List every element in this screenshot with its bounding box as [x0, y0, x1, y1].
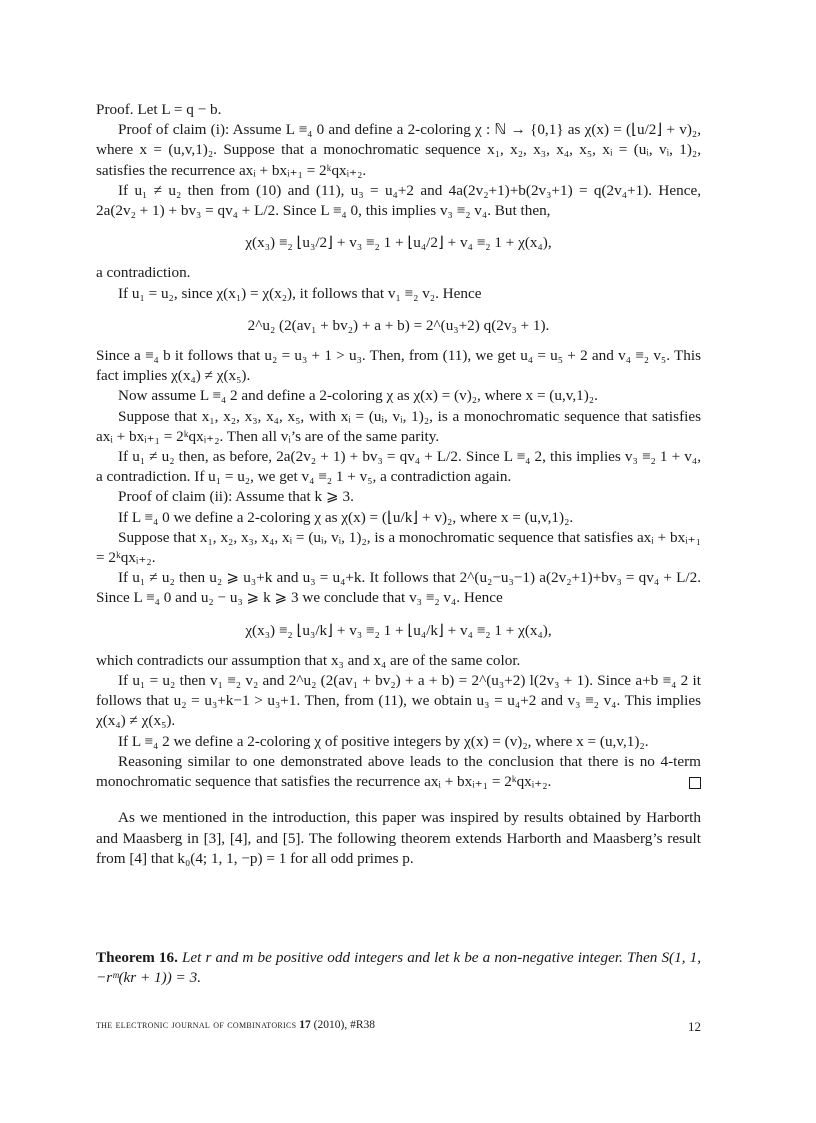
- display-equation: χ(x₃) ≡₂ ⌊u₃/2⌋ + v₃ ≡₂ 1 + ⌊u₄/2⌋ + v₄ ≡₂ 1 + χ(x₄),: [245, 234, 552, 252]
- qed-symbol: [689, 777, 701, 789]
- paragraph: If L ≡₄ 2 we define a 2-coloring χ of positive integers by χ(x) = (v)₂, where x = (u,v,1)₂.: [118, 732, 649, 750]
- paragraph: If u₁ ≠ u₂ then, as before, 2a(2v₂ + 1) + bv₃ = qv₄ + L/2. Since L ≡₄ 2, this implies v₃ ≡₂ 1 + v₄, a contradiction. If u₁ = u₂, we get v₄ ≡₂ 1 + v₅, a contradiction again.: [96, 448, 701, 486]
- journal-name: the electronic journal of combinatorics: [96, 1019, 297, 1031]
- paragraph: If u₁ ≠ u₂ then u₂ ⩾ u₃+k and u₃ = u₄+k. It follows that 2^(u₂−u₃−1) a(2v₂+1)+bv₃ = qv₄ + L/2. Since L ≡₄ 0 and u₂ − u₃ ⩾ k ⩾ 3 we conclude that v₃ ≡₂ v₄. Hence: [96, 569, 701, 607]
- paragraph: If L ≡₄ 0 we define a 2-coloring χ as χ(x) = (⌊u/k⌋ + v)₂, where x = (u,v,1)₂.: [118, 508, 574, 526]
- paragraph: Now assume L ≡₄ 2 and define a 2-coloring χ as χ(x) = (v)₂, where x = (u,v,1)₂.: [118, 387, 598, 405]
- paragraph: As we mentioned in the introduction, this paper was inspired by results obtained by Harborth and Maasberg in [3], [4], and [5]. The following theorem extends Harborth and Maasberg’s result from [4] that k₀(4; 1, 1, −p) = 1 for all odd primes p.: [96, 809, 701, 867]
- journal-issue: (2010), #R38: [313, 1019, 375, 1031]
- paragraph: Proof of claim (i): Assume L ≡₄ 0 and define a 2-coloring χ : ℕ → {0,1} as χ(x) = (⌊u/2⌋ + v)₂, where x = (u,v,1)₂. Suppose that a monochromatic sequence x₁, x₂, x₃, x₄, x₅, xᵢ = (uᵢ, vᵢ, 1)₂, satisfies the recurrence axᵢ + bxᵢ₊₁ = 2ᵏqxᵢ₊₂.: [96, 121, 701, 179]
- paragraph: Proof of claim (ii): Assume that k ⩾ 3.: [118, 488, 354, 506]
- paragraph: If u₁ = u₂ then v₁ ≡₂ v₂ and 2^u₂ (2(av₁ + bv₂) + a + b) = 2^(u₃+2) l(2v₃ + 1). Since a+b ≡₄ 2 it follows that u₂ = u₃+k−1 > u₃+1. Then, from (11), we obtain u₃ = u₄+2 and v₃ ≡₂ v₄. This implies χ(x₄) ≠ χ(x₅).: [96, 672, 701, 730]
- paragraph: Suppose that x₁, x₂, x₃, x₄, x₅, with xᵢ = (uᵢ, vᵢ, 1)₂, is a monochromatic sequence that satisfies axᵢ + bxᵢ₊₁ = 2ᵏqxᵢ₊₂. Then all vᵢ’s are of the same parity.: [96, 407, 701, 445]
- theorem-block: [96, 948, 701, 988]
- paragraph: Since a ≡₄ b it follows that u₂ = u₃ + 1 > u₃. Then, from (11), we get u₄ = u₅ + 2 and v₄ ≡₂ v₅. This fact implies χ(x₄) ≠ χ(x₅).: [96, 347, 701, 385]
- display-equation: 2^u₂ (2(av₁ + bv₂) + a + b) = 2^(u₃+2) q(2v₃ + 1).: [247, 316, 550, 334]
- paragraph: If u₁ = u₂, since χ(x₁) = χ(x₂), it follows that v₁ ≡₂ v₂. Hence: [118, 284, 482, 302]
- theorem-label: Theorem 16.: [96, 949, 178, 966]
- display-equation: χ(x₃) ≡₂ ⌊u₃/k⌋ + v₃ ≡₂ 1 + ⌊u₄/k⌋ + v₄ ≡₂ 1 + χ(x₄),: [245, 621, 552, 639]
- paragraph: Suppose that x₁, x₂, x₃, x₄, xᵢ = (uᵢ, vᵢ, 1)₂, is a monochromatic sequence that satisfies axᵢ + bxᵢ₊₁ = 2ᵏqxᵢ₊₂.: [96, 528, 701, 567]
- page-number: 12: [688, 1019, 701, 1034]
- theorem-16: [96, 948, 701, 988]
- paragraph: If u₁ ≠ u₂ then from (10) and (11), u₃ = u₄+2 and 4a(2v₂+1)+b(2v₃+1) = q(2v₄+1). Hence, 2a(2v₂ + 1) + bv₃ = qv₄ + L/2. Since L ≡₄ 0, this implies v₃ ≡₂ v₄. But then,: [96, 181, 701, 220]
- journal-volume: 17: [299, 1019, 311, 1031]
- section-gap: [96, 792, 701, 808]
- paper-body: [96, 100, 701, 869]
- paragraph: Reasoning similar to one demonstrated above leads to the conclusion that there is no 4-term monochromatic sequence that satisfies the recurrence axᵢ + bxᵢ₊₁ = 2ᵏqxᵢ₊₂.: [96, 752, 701, 791]
- paragraph: Proof. Let L = q − b.: [96, 101, 222, 118]
- theorem-text: Let r and m be positive odd integers and let k be a non-negative integer. Then S(1, 1, −rᵐ(kr + 1)) = 3.: [96, 949, 702, 987]
- paragraph: a contradiction.: [96, 264, 191, 282]
- page-footer: [96, 1019, 701, 1034]
- paragraph: which contradicts our assumption that x₃ and x₄ are of the same color.: [96, 651, 521, 669]
